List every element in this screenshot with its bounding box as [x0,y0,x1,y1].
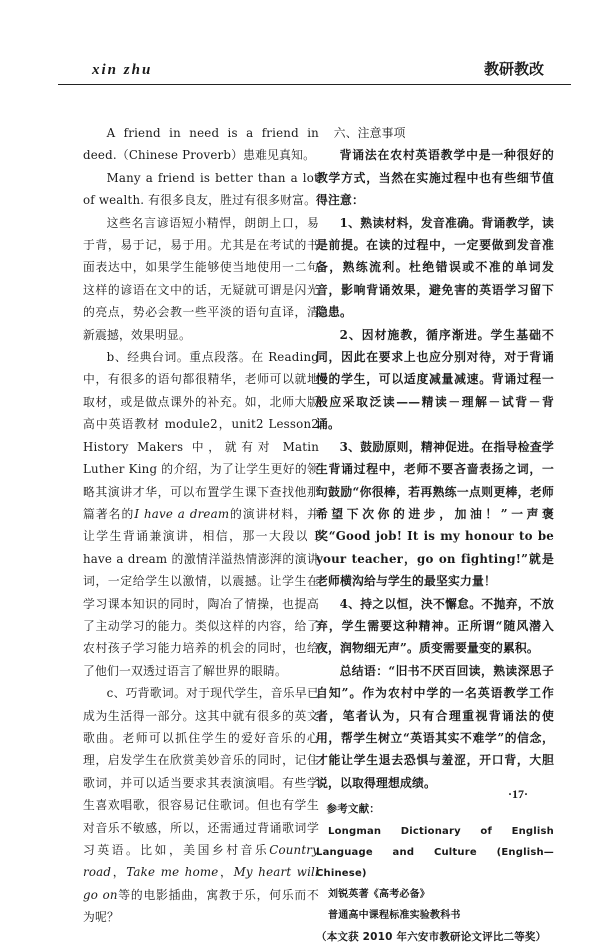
proverb-2: Many a friend is better than a lot of wealth. 有很多良友，胜过有很多财富。 [83,170,319,208]
note-1: 1、熟读材料，发音准确。背诵教学，读是前提。在读的过程中，一定要做到发音准备，熟练流利。杜绝错误或不准的单词发音，影响背诵效果，避免害的英语学习留下隐患。 [316,215,554,320]
note-2: 2、因材施教，循序渐进。学生基础不同，因此在要求上也应分别对待，对于背诵慢的学生，可以适度减量减速。背诵过程一般应采取泛读——精读－理解－试背－背诵。 [316,327,554,432]
notes-intro: 背诵法在农村英语教学中是一种很好的教学方式，当然在实施过程中也有些细节值得注意： [316,148,554,208]
classic-lines-paragraph: b、经典台词。重点段落。在 Reading 中，有很多的语句都很精华，老师可以就地取材，或是做点课外的补充。如，北师大版高中英语教材 module2，unit2 Lesson2 History Makers 中，就有对 Matin Luther King 的介绍，为了让学生更好的领略其演讲才华，可以布置学生课下查找他那篇著名的I have a dream的演讲材料，并让学生背诵兼演讲，相信，那一大段以 I have a dream 的激情洋溢热情澎湃的演讲词，一定给学生以激情，以震撼。让学生在学习课本知识的同时，陶冶了情操，也提高了主动学习的能力。类似这样的内容，给了农村孩子学习能力培养的机会的同时，也给了他们一双透过语言了解世界的眼睛。 [83,350,319,678]
lyrics-paragraph: c、巧背歌词。对于现代学生，音乐早已成为生活得一部分。这其中就有很多的英文歌曲。老师可以抓住学生的爱好音乐的心理，启发学生在欣赏美妙音乐的同时，记住歌词，并可以适当要求其表演演唱。有些学生喜欢唱歌，很容易记住歌词。但也有学生对音乐不敏感，所以，还需通过背诵歌词学习英语。比如，美国乡村音乐Country road，Take me home，My heart will go on等的电影插曲，寓教于乐，何乐而不为呢？ [83,686,320,925]
note-4: 4、持之以恒，決不懈怠。不抛弃，不放弃，学生需要这种精神。正所谓“随风潜入夜，润物细无声”。质变需要量变的累积。 [316,596,554,656]
page-number: ·17· [508,787,529,801]
note-3: 3、鼓励原则，精神促进。在指导检查学生背诵过程中，老师不要吝啬表扬之词，一句鼓励“你很棒，若再熟练一点则更棒，老师希望下次你的进步，加油！”一声褒奖“Good job! It is my honour to be your teacher，go on fighting!”就是老师横沟给与学生的最坚实力量！ [316,439,554,589]
reference-1: Longman Dictionary of English Language and Culture (English—Chinese) [316,825,554,879]
award-note: （本文获 2010 年六安市教研论文评比二等奖） [316,930,547,943]
header-rule [58,84,571,85]
proverb-1: A friend in need is a friend in deed.（Chinese Proverb）患难见真知。 [83,126,319,163]
proverb-paragraph: 这些名言谚语短小精悍，朗朗上口，易于背，易于记，易于用。尤其是在考试的书面表达中，如果学生能够使当地使用一二句这样的谚语在文中的话，无疑就可谓是闪光的亮点，势必会教一些平淡的语句直译，清新震撼，效果明显。 [83,215,319,342]
right-column [316,122,554,948]
conclusion: 总结语：“旧书不厌百回读，熟读深思子自知”。作为农村中学的一名英语教学工作者，笔者认为，只有合理重视背诵法的使用，帮学生树立“英语其实不难学”的信念，才能让学生退去恐惧与羞涩，开口背，大胆说，以取得理想成绩。 [316,663,554,790]
reference-2: 刘锐英著《高考必备》 [328,888,430,900]
reference-3: 普通高中课程标准实验教科书 [328,909,461,921]
references-heading: 参考文献： [326,803,380,816]
running-header-left: xin zhu [92,62,153,78]
left-column [83,122,319,929]
section-heading: 六、注意事项 [333,126,406,140]
running-header-right: 教研教改 [484,60,545,78]
